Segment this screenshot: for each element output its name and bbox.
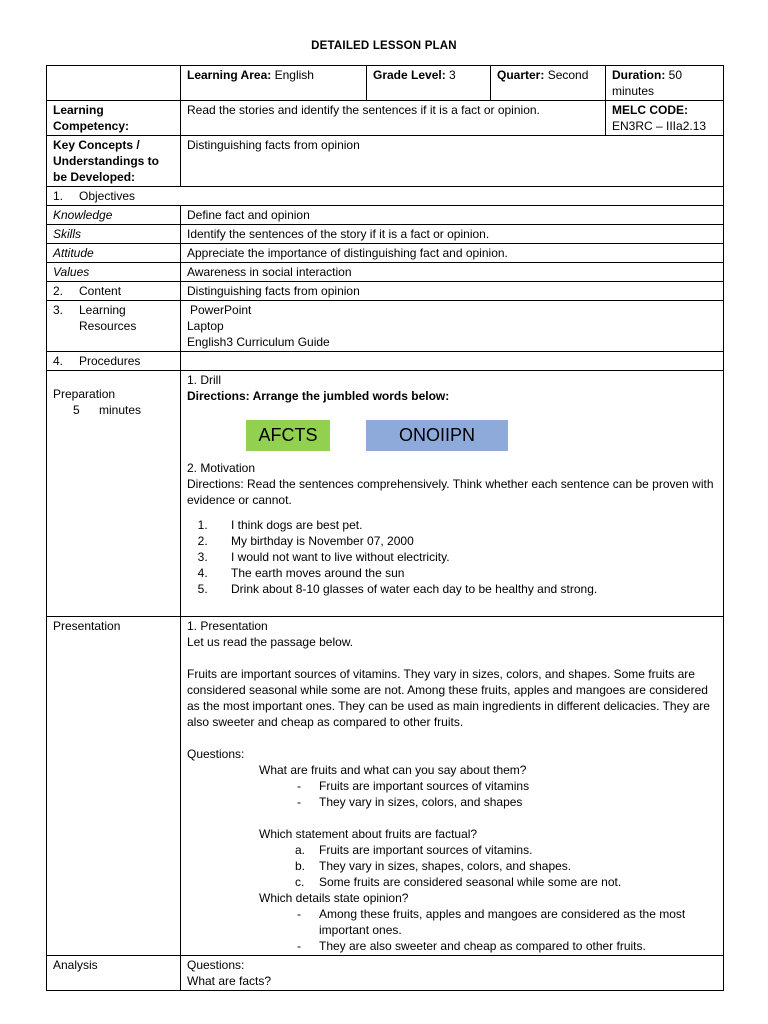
resource-item: English3 Curriculum Guide [187,335,330,349]
resource-item: Laptop [187,319,224,333]
learning-area-value: English [274,68,314,82]
learning-area-label: Learning Area: [187,68,272,82]
resources-heading [47,301,181,352]
resources-row [47,301,724,352]
content-label: Content [79,284,122,298]
preparation-time-number: 5 [73,403,80,417]
presentation-title: 1. Presentation [187,619,268,633]
content-number: 2. [53,284,64,298]
procedures-heading [47,352,181,371]
preparation-label: Preparation [53,387,116,401]
grade-level-value: 3 [449,68,456,82]
procedures-empty-cell [181,352,724,371]
procedures-label: Procedures [79,354,141,368]
analysis-label: Analysis [47,956,181,991]
duration-cell [606,66,724,101]
knowledge-label: Knowledge [47,206,181,225]
competency-value: Read the stories and identify the sentences if it is a fact or opinion. [181,101,606,136]
presentation-row [47,617,724,956]
jumbled-word-box: AFCTS [246,420,330,451]
motivation-title: 2. Motivation [187,461,256,475]
presentation-content [181,617,724,956]
procedures-number: 4. [53,354,64,368]
preparation-time-unit: minutes [99,403,142,417]
resource-item: PowerPoint [190,303,252,317]
drill-title: 1. Drill [187,373,222,387]
jumbled-word-box: ONOIIPN [366,420,508,451]
resources-label-line1: Learning [79,303,126,317]
content-value: Distinguishing facts from opinion [181,282,724,301]
quarter-value: Second [547,68,589,82]
list-item: 2. My birthday is November 07, 2000 [211,533,717,549]
preparation-row [47,371,724,617]
skills-label: Skills [47,225,181,244]
presentation-label: Presentation [47,617,181,956]
learning-area-cell [181,66,367,101]
content-row [47,282,724,301]
resources-number: 3. [53,303,64,317]
melc-label: MELC CODE: [612,103,688,117]
question-1-answers [187,778,717,810]
drill-directions: Directions: Arrange the jumbled words below: [187,389,450,403]
presentation-passage: Fruits are important sources of vitamins. They vary in sizes, colors, and shapes. Some fruits are considered seasonal while some are not. Among these fruits, apples and mangoes are considered as the most important ones. They can be used as main ingredients in different delicacies. They are also sweeter and cheap as compared to other fruits. [187,667,710,729]
melc-cell [606,101,724,136]
motivation-directions: Directions: Read the sentences comprehensively. Think whether each sentence can be proven with evidence or cannot. [187,477,714,507]
resources-label-line2: Resources [79,319,137,333]
content-heading [47,282,181,301]
analysis-content [181,956,724,991]
quarter-label: Quarter: [497,68,545,82]
list-item: 5. Drink about 8-10 glasses of water each day to be healthy and strong. [211,581,717,597]
grade-level-cell [367,66,491,101]
objectives-heading [47,187,724,206]
list-item: c. Some fruits are considered seasonal while some are not. [295,875,622,889]
skills-value: Identify the sentences of the story if it is a fact or opinion. [181,225,724,244]
analysis-row [47,956,724,991]
sentence-list [187,517,717,597]
key-concepts-row [47,136,724,187]
preparation-heading [47,371,181,617]
question-1: What are fruits and what can you say about them? [259,763,527,777]
question-2: Which statement about fruits are factual? [259,827,478,841]
skills-row [47,225,724,244]
question-2-answers [187,842,717,890]
objectives-row [47,187,724,206]
key-concepts-value: Distinguishing facts from opinion [181,136,724,187]
question-3: Which details state opinion? [259,891,409,905]
list-item: 1. I think dogs are best pet. [211,517,717,533]
quarter-cell [491,66,606,101]
list-item: a. Fruits are important sources of vitamins. [295,843,533,857]
preparation-time [53,402,174,418]
knowledge-row [47,206,724,225]
values-label: Values [47,263,181,282]
list-item: - They vary in sizes, colors, and shapes [297,795,523,809]
questions-label: Questions: [187,747,245,761]
knowledge-value: Define fact and opinion [181,206,724,225]
list-item: - They are also sweeter and cheap as compared to other fruits. [297,939,646,953]
list-item: b. They vary in sizes, shapes, colors, and shapes. [295,859,572,873]
values-value: Awareness in social interaction [181,263,724,282]
list-item: - Fruits are important sources of vitamins [297,779,530,793]
presentation-intro: Let us read the passage below. [187,635,354,649]
attitude-label: Attitude [47,244,181,263]
resources-list [181,301,724,352]
document-title: DETAILED LESSON PLAN [311,40,457,52]
duration-value: 50 minutes [612,68,683,98]
list-item: - Among these fruits, apples and mangoes are considered as the most important ones. [297,907,686,937]
attitude-value: Appreciate the importance of distinguishing fact and opinion. [181,244,724,263]
list-item: 4. The earth moves around the sun [211,565,717,581]
attitude-row [47,244,724,263]
procedures-row [47,352,724,371]
grade-level-label: Grade Level: [373,68,446,82]
analysis-question-1: What are facts? [187,974,272,988]
question-3-answers [187,906,717,954]
objectives-label: Objectives [79,189,136,203]
analysis-questions-label: Questions: [187,958,245,972]
header-row [47,66,724,101]
competency-row [47,101,724,136]
jumbled-words [187,420,717,454]
objectives-number: 1. [53,189,64,203]
key-concepts-label: Key Concepts / Understandings to be Developed: [47,136,181,187]
melc-value: EN3RC – IIIa2.13 [612,119,707,133]
duration-label: Duration: [612,68,666,82]
values-row [47,263,724,282]
preparation-content [181,371,724,617]
lesson-plan-table [46,65,724,991]
competency-label: Learning Competency: [47,101,181,136]
list-item: 3. I would not want to live without electricity. [211,549,717,565]
header-empty-cell [47,66,181,101]
